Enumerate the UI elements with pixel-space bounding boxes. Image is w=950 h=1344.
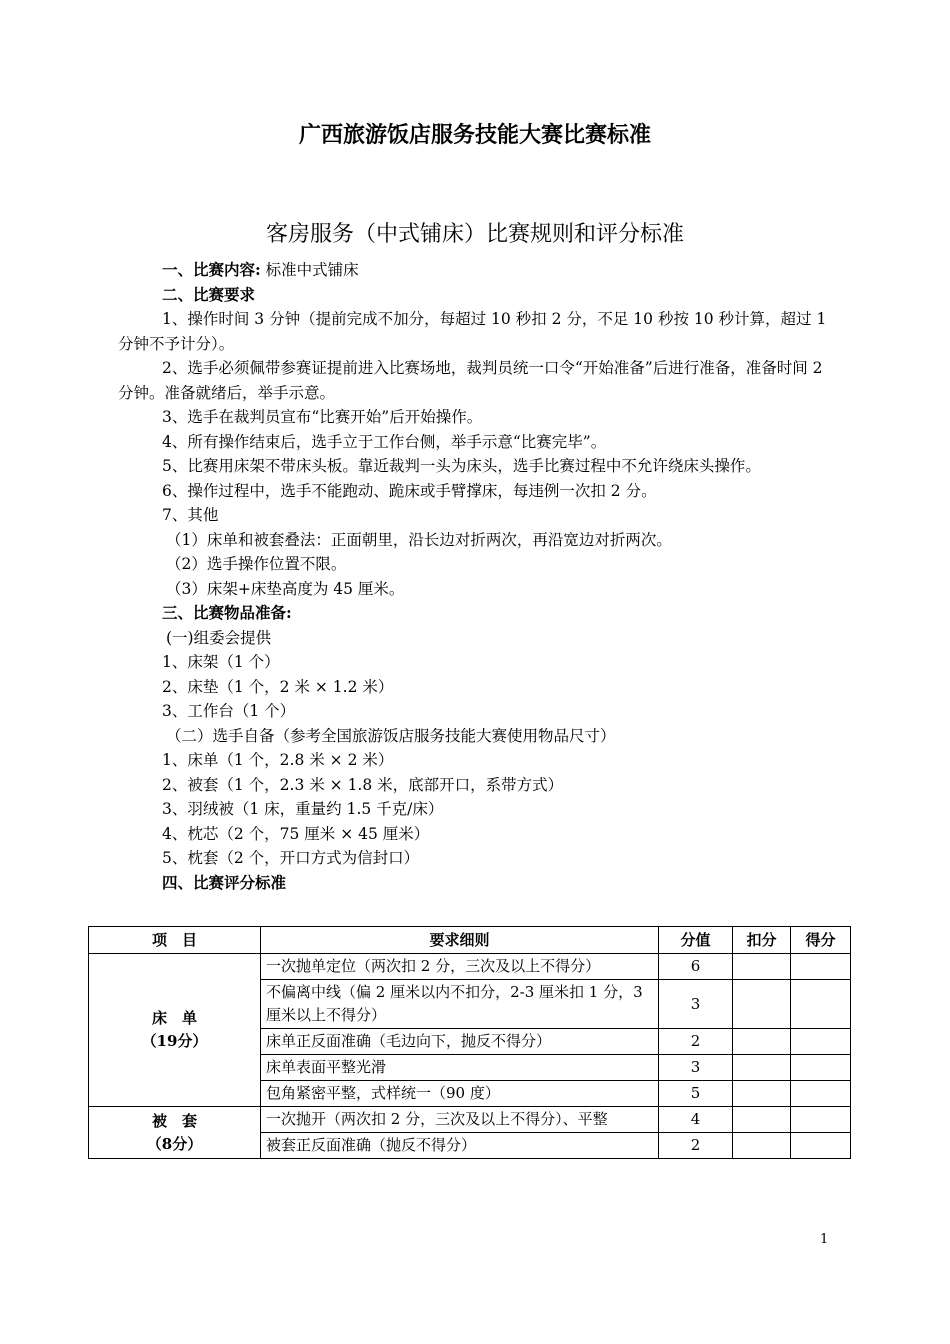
section-1 (118, 258, 836, 283)
item-bedsheet (89, 954, 261, 1107)
header-deduction: 扣分 (733, 927, 791, 954)
earned-cell (791, 1029, 851, 1055)
provided-by-committee-label: (一)组委会提供 (166, 628, 272, 647)
section-1-heading: 一、比赛内容 (162, 260, 256, 279)
detail-cell: 一次抛单定位（两次扣 2 分，三次及以上不得分） (261, 954, 659, 980)
scoring-table (88, 926, 851, 1159)
item-duvet-cover-name: 被 套 (151, 1111, 197, 1130)
document-body (118, 258, 836, 895)
earned-cell (791, 980, 851, 1029)
requirement-3: 3、选手在裁判员宣布“比赛开始”后开始操作。 (162, 408, 483, 426)
detail-cell: 一次抛开（两次扣 2 分，三次及以上不得分）、平整 (261, 1107, 659, 1133)
earned-cell (791, 1107, 851, 1133)
deduction-cell (733, 1081, 791, 1107)
provided-item-3: 3、工作台（1 个） (162, 702, 296, 720)
score-cell: 4 (659, 1107, 733, 1133)
detail-cell: 包角紧密平整，式样统一（90 度） (261, 1081, 659, 1107)
deduction-cell (733, 1029, 791, 1055)
table-row (89, 954, 851, 980)
score-cell: 2 (659, 1029, 733, 1055)
provided-item-1: 1、床架（1 个） (162, 653, 280, 671)
item-duvet-cover (89, 1107, 261, 1159)
detail-cell: 被套正反面准确（抛反不得分） (261, 1133, 659, 1159)
score-cell: 5 (659, 1081, 733, 1107)
earned-cell (791, 1055, 851, 1081)
detail-cell: 床单正反面准确（毛边向下，抛反不得分） (261, 1029, 659, 1055)
section-2-heading: 二、比赛要求 (162, 284, 256, 304)
subitem-2: （2）选手操作位置不限。 (166, 555, 347, 573)
score-cell: 2 (659, 1133, 733, 1159)
deduction-cell (733, 1133, 791, 1159)
self-item-1: 1、床单（1 个，2.8 米 × 2 米） (162, 751, 394, 769)
section-4-heading: 四、比赛评分标准 (162, 872, 287, 892)
requirement-7: 7、其他 (162, 506, 219, 524)
self-prepared-label: （二）选手自备（参考全国旅游饭店服务技能大赛使用物品尺寸） (166, 726, 616, 745)
header-detail: 要求细则 (261, 927, 659, 954)
item-bedsheet-points: （19分） (141, 1032, 208, 1050)
self-item-2: 2、被套（1 个，2.3 米 × 1.8 米，底部开口，系带方式） (162, 775, 564, 794)
section-1-colon: : (255, 260, 261, 279)
self-item-3: 3、羽绒被（1 床，重量约 1.5 千克/床） (162, 800, 444, 818)
document-title: 广西旅游饭店服务技能大赛比赛标准 (298, 123, 651, 148)
earned-cell (791, 954, 851, 980)
requirement-4: 4、所有操作结束后，选手立于工作台侧，举手示意“比赛完毕”。 (162, 432, 607, 451)
page-number: 1 (820, 1232, 829, 1247)
deduction-cell (733, 1055, 791, 1081)
detail-cell: 不偏离中线（偏 2 厘米以内不扣分，2-3 厘米扣 1 分，3 厘米以上不得分） (261, 980, 659, 1029)
deduction-cell (733, 980, 791, 1029)
table-row (89, 1107, 851, 1133)
deduction-cell (733, 1107, 791, 1133)
table-header-row (89, 927, 851, 954)
header-item: 项 目 (89, 927, 261, 954)
requirement-5: 5、比赛用床架不带床头板。靠近裁判一头为床头，选手比赛过程中不允许绕床头操作。 (162, 457, 761, 475)
subitem-3: （3）床架+床垫高度为 45 厘米。 (166, 579, 405, 598)
self-item-4: 4、枕芯（2 个，75 厘米 × 45 厘米） (162, 824, 430, 843)
requirement-1: 1、操作时间 3 分钟（提前完成不加分，每超过 10 秒扣 2 分，不足 10 秒按 10 秒计算，超过 1 分钟不予计分）。 (118, 310, 827, 353)
document-subtitle: 客房服务（中式铺床）比赛规则和评分标准 (265, 222, 684, 247)
detail-cell: 床单表面平整光滑 (261, 1055, 659, 1081)
header-earned: 得分 (791, 927, 851, 954)
earned-cell (791, 1133, 851, 1159)
requirement-2: 2、选手必须佩带参赛证提前进入比赛场地，裁判员统一口令“开始准备”后进行准备，准备时间 2 分钟。准备就绪后，举手示意。 (118, 359, 823, 402)
section-3-heading: 三、比赛物品准备: (162, 603, 292, 622)
subitem-1: （1）床单和被套叠法：正面朝里，沿长边对折两次，再沿宽边对折两次。 (166, 530, 672, 549)
score-cell: 3 (659, 1055, 733, 1081)
score-cell: 3 (659, 980, 733, 1029)
item-duvet-cover-points: （8分） (146, 1134, 203, 1153)
requirement-6: 6、操作过程中，选手不能跑动、跪床或手臂撑床，每违例一次扣 2 分。 (162, 481, 657, 500)
section-1-text: 标准中式铺床 (260, 261, 359, 279)
deduction-cell (733, 954, 791, 980)
earned-cell (791, 1081, 851, 1107)
score-cell: 6 (659, 954, 733, 980)
header-score: 分值 (659, 927, 733, 954)
self-item-5: 5、枕套（2 个，开口方式为信封口） (162, 849, 420, 867)
item-bedsheet-name: 床 单 (151, 1009, 197, 1027)
provided-item-2: 2、床垫（1 个，2 米 × 1.2 米） (162, 677, 394, 696)
